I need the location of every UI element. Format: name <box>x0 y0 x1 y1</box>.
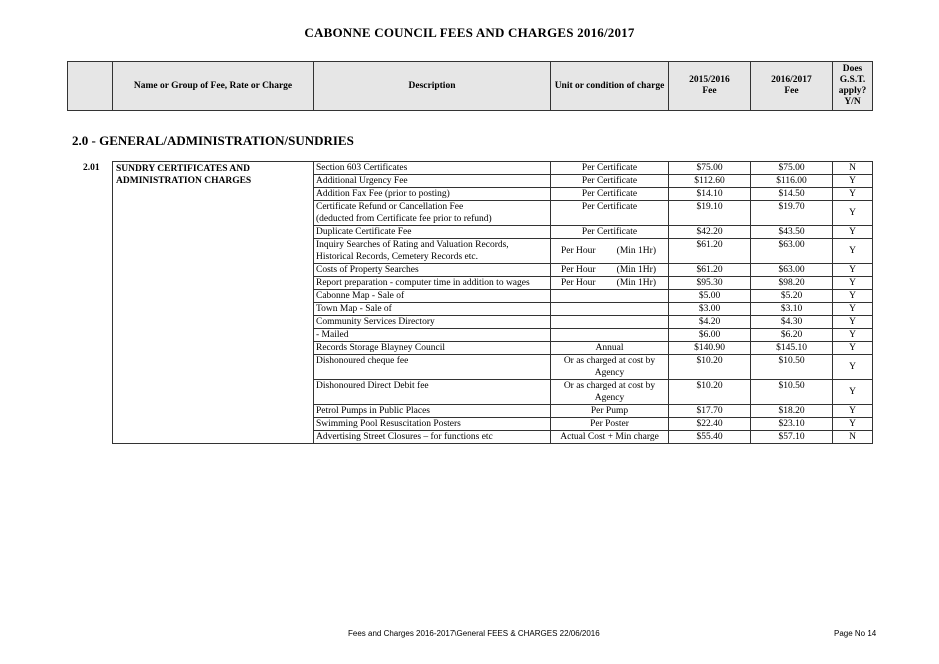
unit-cell: Actual Cost + Min charge <box>551 431 669 444</box>
header-description: Description <box>314 62 551 111</box>
description-cell: Town Map - Sale of <box>314 303 551 316</box>
page-title: CABONNE COUNCIL FEES AND CHARGES 2016/2017 <box>304 25 635 40</box>
unit-cell: Or as charged at cost by Agency <box>551 355 669 380</box>
gst-cell: Y <box>833 418 873 431</box>
description-cell: Certificate Refund or Cancellation Fee (deducted from Certificate fee prior to refund) <box>314 201 551 226</box>
description-cell: Section 603 Certificates <box>314 162 551 175</box>
unit-cell: Or as charged at cost by Agency <box>551 380 669 405</box>
gst-cell: Y <box>833 290 873 303</box>
fee-2016-cell: $63.00 <box>751 239 833 264</box>
header-fee-2015: 2015/2016 Fee <box>669 62 751 111</box>
fee-2015-cell: $75.00 <box>669 162 751 175</box>
description-cell: Report preparation - computer time in addition to wages <box>314 277 551 290</box>
unit-cell: Per Poster <box>551 418 669 431</box>
unit-cell: Per Certificate <box>551 162 669 175</box>
unit-cell: Per Certificate <box>551 226 669 239</box>
section-heading: 2.0 - GENERAL/ADMINISTRATION/SUNDRIES <box>72 133 354 148</box>
fee-2016-cell: $4.30 <box>751 316 833 329</box>
gst-cell: N <box>833 431 873 444</box>
item-name: SUNDRY CERTIFICATES AND ADMINISTRATION CHARGES <box>116 164 252 186</box>
description-cell: Community Services Directory <box>314 316 551 329</box>
unit-cell: Per Hour (Min 1Hr) <box>551 239 669 264</box>
fee-2016-cell: $57.10 <box>751 431 833 444</box>
fee-2016-cell: $18.20 <box>751 405 833 418</box>
gst-cell: Y <box>833 380 873 405</box>
gst-cell: Y <box>833 264 873 277</box>
fee-2015-cell: $42.20 <box>669 226 751 239</box>
fee-2016-cell: $6.20 <box>751 329 833 342</box>
header-blank-cell <box>68 62 113 111</box>
unit-cell: Annual <box>551 342 669 355</box>
description-cell: - Mailed <box>314 329 551 342</box>
fee-2015-cell: $10.20 <box>669 380 751 405</box>
fee-2015-cell: $61.20 <box>669 264 751 277</box>
gst-cell: Y <box>833 239 873 264</box>
fee-2016-cell: $75.00 <box>751 162 833 175</box>
unit-cell: Per Certificate <box>551 175 669 188</box>
gst-cell: Y <box>833 277 873 290</box>
fee-2016-cell: $43.50 <box>751 226 833 239</box>
group-name-cell <box>113 162 314 444</box>
description-cell: Records Storage Blayney Council <box>314 342 551 355</box>
fee-2016-cell: $10.50 <box>751 380 833 405</box>
gst-cell: Y <box>833 329 873 342</box>
gst-cell: Y <box>833 201 873 226</box>
fees-table <box>112 161 873 444</box>
column-header-table <box>67 61 873 111</box>
unit-cell: Per Certificate <box>551 201 669 226</box>
table-row <box>113 162 873 175</box>
fee-2016-cell: $23.10 <box>751 418 833 431</box>
fee-2015-cell: $55.40 <box>669 431 751 444</box>
description-cell: Additional Urgency Fee <box>314 175 551 188</box>
gst-cell: Y <box>833 175 873 188</box>
fee-2016-cell: $63.00 <box>751 264 833 277</box>
fee-2016-cell: $145.10 <box>751 342 833 355</box>
fee-2016-cell: $10.50 <box>751 355 833 380</box>
unit-cell: Per Hour (Min 1Hr) <box>551 264 669 277</box>
gst-cell: Y <box>833 405 873 418</box>
description-cell: Inquiry Searches of Rating and Valuation Records, Historical Records, Cemetery Records etc. <box>314 239 551 264</box>
fee-2015-cell: $19.10 <box>669 201 751 226</box>
unit-cell <box>551 316 669 329</box>
unit-cell <box>551 329 669 342</box>
fee-2015-cell: $4.20 <box>669 316 751 329</box>
fee-2016-cell: $116.00 <box>751 175 833 188</box>
unit-cell <box>551 303 669 316</box>
fee-2015-cell: $22.40 <box>669 418 751 431</box>
fee-2015-cell: $61.20 <box>669 239 751 264</box>
fee-2015-cell: $10.20 <box>669 355 751 380</box>
header-name: Name or Group of Fee, Rate or Charge <box>113 62 314 111</box>
description-cell: Duplicate Certificate Fee <box>314 226 551 239</box>
fee-2016-cell: $3.10 <box>751 303 833 316</box>
gst-cell: Y <box>833 303 873 316</box>
gst-cell: Y <box>833 342 873 355</box>
unit-cell: Per Pump <box>551 405 669 418</box>
footer-page-number: Page No 14 <box>834 629 877 638</box>
fee-2015-cell: $5.00 <box>669 290 751 303</box>
fee-2016-cell: $5.20 <box>751 290 833 303</box>
gst-cell: N <box>833 162 873 175</box>
header-fee-2016: 2016/2017 Fee <box>751 62 833 111</box>
header-unit: Unit or condition of charge <box>551 62 669 111</box>
fee-2016-cell: $14.50 <box>751 188 833 201</box>
description-cell: Addition Fax Fee (prior to posting) <box>314 188 551 201</box>
description-cell: Cabonne Map - Sale of <box>314 290 551 303</box>
unit-cell: Per Certificate <box>551 188 669 201</box>
header-gst: Does G.S.T. apply? Y/N <box>833 62 873 111</box>
gst-cell: Y <box>833 316 873 329</box>
fee-2016-cell: $19.70 <box>751 201 833 226</box>
description-cell: Petrol Pumps in Public Places <box>314 405 551 418</box>
item-number: 2.01 <box>83 163 100 173</box>
footer-file-path: Fees and Charges 2016-2017\General FEES & CHARGES 22/06/2016 <box>348 629 600 638</box>
description-cell: Dishonoured Direct Debit fee <box>314 380 551 405</box>
description-cell: Dishonoured cheque fee <box>314 355 551 380</box>
fee-2015-cell: $14.10 <box>669 188 751 201</box>
fee-2015-cell: $3.00 <box>669 303 751 316</box>
description-cell: Costs of Property Searches <box>314 264 551 277</box>
description-cell: Swimming Pool Resuscitation Posters <box>314 418 551 431</box>
unit-cell <box>551 290 669 303</box>
unit-cell: Per Hour (Min 1Hr) <box>551 277 669 290</box>
gst-cell: Y <box>833 188 873 201</box>
gst-cell: Y <box>833 226 873 239</box>
fee-2016-cell: $98.20 <box>751 277 833 290</box>
fee-2015-cell: $95.30 <box>669 277 751 290</box>
description-cell: Advertising Street Closures – for functions etc <box>314 431 551 444</box>
fee-2015-cell: $112.60 <box>669 175 751 188</box>
gst-cell: Y <box>833 355 873 380</box>
fee-2015-cell: $140.90 <box>669 342 751 355</box>
fee-2015-cell: $17.70 <box>669 405 751 418</box>
fee-2015-cell: $6.00 <box>669 329 751 342</box>
